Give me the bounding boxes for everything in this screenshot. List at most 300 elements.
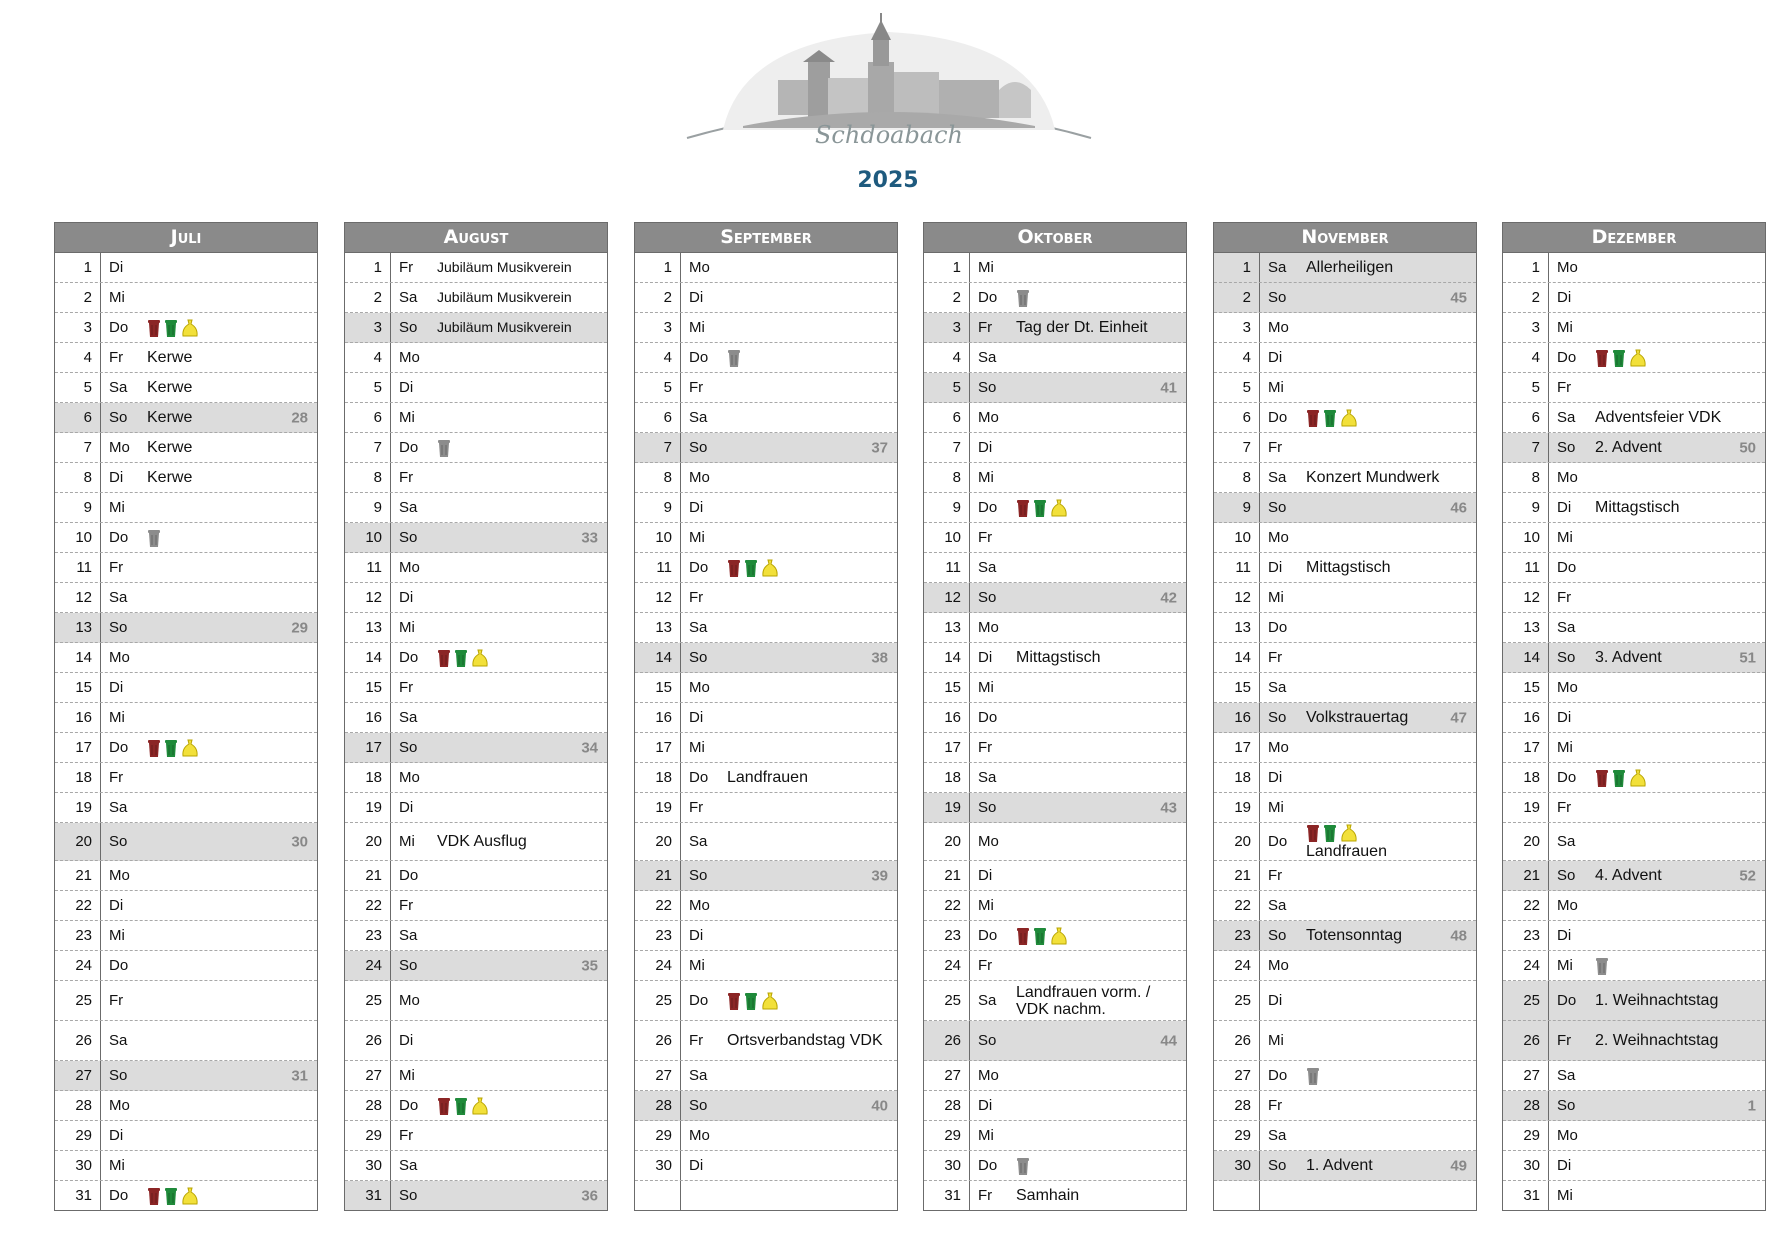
weekday-label: Mo	[689, 1127, 710, 1144]
day-number: 15	[924, 673, 970, 702]
weekday-label: Do	[689, 769, 709, 786]
weekday-label: Fr	[1557, 1032, 1572, 1049]
event-label: Tag der Dt. Einheit	[1016, 319, 1148, 336]
day-number: 9	[924, 493, 970, 522]
day-number: 23	[635, 921, 681, 950]
day-row	[345, 1091, 607, 1121]
day-row	[924, 583, 1186, 613]
day-number: 27	[55, 1061, 101, 1090]
weekday-label: Mo	[978, 1067, 999, 1084]
day-number: 11	[1503, 553, 1549, 582]
day-number: 19	[1503, 793, 1549, 822]
event-label: VDK Ausflug	[437, 833, 527, 850]
day-row	[635, 403, 897, 433]
day-row	[1503, 1181, 1765, 1210]
weekday-label: Do	[1268, 619, 1288, 636]
event-label: 2. Advent	[1595, 439, 1662, 456]
calendar-week-number: 41	[1160, 379, 1177, 396]
weekday-label: So	[978, 589, 997, 606]
day-number: 30	[924, 1151, 970, 1180]
waste-collection-icons	[437, 438, 451, 458]
weekday-label: Di	[689, 1157, 704, 1174]
day-number: 21	[55, 861, 101, 890]
day-number: 22	[635, 891, 681, 920]
weekday-label: Mi	[1557, 957, 1573, 974]
weekday-label: Sa	[689, 833, 708, 850]
month-column-november	[1213, 222, 1477, 1211]
day-number: 22	[55, 891, 101, 920]
day-number: 17	[1214, 733, 1260, 762]
green-bin-icon	[454, 1096, 468, 1116]
day-row	[345, 703, 607, 733]
weekday-label: Fr	[1268, 439, 1283, 456]
day-number: 29	[635, 1121, 681, 1150]
waste-collection-icons	[727, 348, 741, 368]
day-row	[1214, 343, 1476, 373]
day-row	[55, 613, 317, 643]
day-number: 19	[1214, 793, 1260, 822]
day-number: 2	[635, 283, 681, 312]
brown-bin-icon	[727, 991, 741, 1011]
event-cell	[147, 738, 317, 758]
day-row	[1503, 583, 1765, 613]
waste-collection-icons	[437, 1096, 489, 1116]
event-label: 3. Advent	[1595, 649, 1662, 666]
weekday-label: Mi	[1268, 589, 1284, 606]
day-row	[1503, 823, 1765, 861]
weekday-label: Mi	[689, 319, 705, 336]
day-number: 24	[1214, 951, 1260, 980]
day-number: 19	[345, 793, 391, 822]
day-row	[1503, 523, 1765, 553]
day-number: 6	[55, 403, 101, 432]
day-number: 25	[1503, 981, 1549, 1020]
weekday-label: So	[109, 619, 128, 636]
day-number: 21	[1503, 861, 1549, 890]
day-row	[924, 343, 1186, 373]
weekday-label: Mo	[1557, 469, 1578, 486]
day-number: 25	[1214, 981, 1260, 1020]
weekday-label: Di	[109, 897, 124, 914]
day-number: 11	[635, 553, 681, 582]
waste-collection-icons	[1595, 956, 1609, 976]
weekday-label: So	[1557, 1097, 1576, 1114]
day-number: 3	[924, 313, 970, 342]
waste-collection-icons	[437, 648, 489, 668]
day-row	[924, 1021, 1186, 1061]
weekday-label: Mo	[689, 469, 710, 486]
day-row	[55, 463, 317, 493]
weekday-label: Mi	[689, 529, 705, 546]
event-cell	[147, 1186, 317, 1206]
weekday-label: Sa	[689, 409, 708, 426]
weekday-label: Sa	[109, 589, 128, 606]
day-number	[635, 1181, 681, 1210]
weekday-label: So	[689, 649, 708, 666]
day-number: 11	[1214, 553, 1260, 582]
weekday-label: Do	[1557, 349, 1577, 366]
day-number: 13	[635, 613, 681, 642]
calendar-week-number: 35	[581, 957, 598, 974]
day-number: 5	[1503, 373, 1549, 402]
day-number: 28	[55, 1091, 101, 1120]
weekday-label: Mo	[978, 833, 999, 850]
green-bin-icon	[744, 991, 758, 1011]
weekday-label: Di	[1557, 1157, 1572, 1174]
event-cell	[147, 349, 317, 366]
day-row	[55, 1121, 317, 1151]
day-row	[55, 823, 317, 861]
day-number: 27	[1214, 1061, 1260, 1090]
day-row	[924, 373, 1186, 403]
day-number: 4	[1503, 343, 1549, 372]
weekday-label: Mo	[1557, 259, 1578, 276]
day-number: 21	[1214, 861, 1260, 890]
weekday-label: Fr	[689, 1032, 704, 1049]
day-row	[345, 1181, 607, 1210]
day-row	[55, 523, 317, 553]
day-number: 28	[345, 1091, 391, 1120]
weekday-label: Di	[1268, 769, 1283, 786]
weekday-label: Do	[689, 559, 709, 576]
day-row	[635, 433, 897, 463]
day-row	[55, 1151, 317, 1181]
calendar-week-number: 47	[1450, 709, 1467, 726]
calendar-week-number: 46	[1450, 499, 1467, 516]
event-cell	[1016, 649, 1186, 666]
weekday-label: Di	[109, 469, 124, 486]
day-number: 22	[1503, 891, 1549, 920]
day-number: 14	[924, 643, 970, 672]
weekday-label: Di	[978, 439, 993, 456]
green-bin-icon	[454, 648, 468, 668]
event-cell	[1016, 498, 1186, 518]
event-cell	[727, 1032, 897, 1049]
weekday-label: So	[1268, 1157, 1287, 1174]
day-row	[924, 1091, 1186, 1121]
green-bin-icon	[164, 1186, 178, 1206]
gray-bin-icon	[147, 528, 161, 548]
day-row	[345, 253, 607, 283]
event-label: Adventsfeier VDK	[1595, 409, 1722, 426]
day-row	[635, 493, 897, 523]
month-column-dezember	[1502, 222, 1766, 1211]
weekday-label: So	[1268, 709, 1287, 726]
day-row	[1214, 1121, 1476, 1151]
day-number: 14	[635, 643, 681, 672]
yellow-bag-icon	[181, 1186, 199, 1206]
day-number: 10	[635, 523, 681, 552]
weekday-label: Do	[689, 349, 709, 366]
day-number: 24	[635, 951, 681, 980]
calendar-week-number: 40	[871, 1097, 888, 1114]
event-label: Kerwe	[147, 349, 193, 366]
month-column-september	[634, 222, 898, 1211]
day-number: 20	[55, 823, 101, 860]
day-row	[924, 1151, 1186, 1181]
day-number: 9	[55, 493, 101, 522]
weekday-label: Sa	[1268, 679, 1287, 696]
day-row	[55, 1091, 317, 1121]
day-number: 16	[345, 703, 391, 732]
day-row	[1214, 823, 1476, 861]
month-column-juli	[54, 222, 318, 1211]
month-header: Dezember	[1503, 223, 1765, 253]
calendar-week-number: 48	[1450, 927, 1467, 944]
weekday-label: Sa	[978, 559, 997, 576]
event-label: Kerwe	[147, 409, 193, 426]
weekday-label: Do	[399, 867, 419, 884]
day-row	[1503, 343, 1765, 373]
day-row	[1214, 1091, 1476, 1121]
day-row	[1214, 553, 1476, 583]
weekday-label: Di	[1268, 349, 1283, 366]
waste-collection-icons	[1306, 408, 1358, 428]
green-bin-icon	[164, 738, 178, 758]
weekday-label: Do	[978, 927, 998, 944]
weekday-label: Fr	[1557, 379, 1572, 396]
day-number: 30	[345, 1151, 391, 1180]
weekday-label: So	[399, 957, 418, 974]
weekday-label: Do	[978, 289, 998, 306]
weekday-label: Mo	[109, 867, 130, 884]
event-cell	[1306, 1066, 1476, 1086]
calendar-week-number: 49	[1450, 1157, 1467, 1174]
weekday-label: Fr	[689, 379, 704, 396]
day-number: 26	[924, 1021, 970, 1060]
weekday-label: Do	[1557, 559, 1577, 576]
weekday-label: Di	[1557, 499, 1572, 516]
event-cell	[437, 438, 607, 458]
month-header: August	[345, 223, 607, 253]
weekday-label: Mo	[689, 897, 710, 914]
waste-collection-icons	[1595, 768, 1647, 788]
month-header: Juli	[55, 223, 317, 253]
day-row	[924, 523, 1186, 553]
gray-bin-icon	[727, 348, 741, 368]
calendar-week-number: 42	[1160, 589, 1177, 606]
day-row	[635, 523, 897, 553]
day-number: 15	[1503, 673, 1549, 702]
weekday-label: Sa	[399, 927, 418, 944]
weekday-label: So	[689, 867, 708, 884]
weekday-label: Sa	[689, 619, 708, 636]
weekday-label: Di	[1268, 559, 1283, 576]
event-cell	[1595, 956, 1765, 976]
day-row	[55, 313, 317, 343]
weekday-label: Mo	[978, 619, 999, 636]
day-number: 28	[1503, 1091, 1549, 1120]
weekday-label: Do	[109, 529, 129, 546]
day-number: 16	[1503, 703, 1549, 732]
day-number: 1	[55, 253, 101, 282]
day-row	[55, 433, 317, 463]
day-number: 3	[55, 313, 101, 342]
day-number: 3	[1503, 313, 1549, 342]
day-number: 18	[635, 763, 681, 792]
day-row	[635, 373, 897, 403]
day-row	[1214, 703, 1476, 733]
day-row	[1214, 283, 1476, 313]
day-number: 18	[55, 763, 101, 792]
weekday-label: Di	[1557, 709, 1572, 726]
brown-bin-icon	[437, 648, 451, 668]
day-row	[1214, 981, 1476, 1021]
day-row	[55, 253, 317, 283]
event-cell	[147, 318, 317, 338]
brown-bin-icon	[1306, 823, 1320, 843]
day-row	[635, 793, 897, 823]
event-cell	[147, 469, 317, 486]
event-label: Landfrauen vorm. / VDK nachm.	[1016, 983, 1151, 1018]
weekday-label: Mi	[1557, 319, 1573, 336]
weekday-label: Do	[399, 649, 419, 666]
day-row	[924, 613, 1186, 643]
weekday-label: Do	[109, 739, 129, 756]
weekday-label: Mi	[978, 469, 994, 486]
weekday-label: So	[399, 739, 418, 756]
event-cell	[1306, 469, 1476, 486]
day-row	[924, 253, 1186, 283]
month-header: November	[1214, 223, 1476, 253]
yellow-bag-icon	[761, 558, 779, 578]
year-title: 2025	[857, 168, 919, 193]
day-row	[1214, 1061, 1476, 1091]
day-number: 29	[1214, 1121, 1260, 1150]
weekday-label: Mo	[109, 1097, 130, 1114]
day-number: 6	[1503, 403, 1549, 432]
weekday-label: So	[399, 529, 418, 546]
day-row	[345, 1151, 607, 1181]
weekday-label: Di	[978, 867, 993, 884]
weekday-label: Sa	[1268, 1127, 1287, 1144]
day-row	[635, 1181, 897, 1210]
weekday-label: Fr	[109, 559, 124, 576]
day-row	[345, 673, 607, 703]
gray-bin-icon	[437, 438, 451, 458]
weekday-label: Fr	[978, 529, 993, 546]
day-row	[924, 313, 1186, 343]
weekday-label: Di	[978, 649, 993, 666]
weekday-label: Di	[399, 799, 414, 816]
weekday-label: Mi	[399, 409, 415, 426]
weekday-label: Sa	[109, 379, 128, 396]
weekday-label: Fr	[1557, 799, 1572, 816]
day-number: 30	[55, 1151, 101, 1180]
day-number: 25	[55, 981, 101, 1020]
day-number: 16	[924, 703, 970, 732]
waste-collection-icons	[1016, 1156, 1030, 1176]
event-cell	[1016, 984, 1186, 1018]
day-number: 24	[345, 951, 391, 980]
day-number: 20	[635, 823, 681, 860]
day-number: 26	[55, 1021, 101, 1060]
day-number: 12	[635, 583, 681, 612]
day-number: 1	[345, 253, 391, 282]
weekday-label: Sa	[689, 1067, 708, 1084]
weekday-label: Do	[109, 319, 129, 336]
day-number: 4	[345, 343, 391, 372]
day-number: 5	[635, 373, 681, 402]
day-number: 5	[55, 373, 101, 402]
weekday-label: Do	[109, 957, 129, 974]
weekday-label: So	[689, 1097, 708, 1114]
day-row	[345, 823, 607, 861]
weekday-label: Sa	[1557, 833, 1576, 850]
day-number: 8	[924, 463, 970, 492]
day-row	[924, 891, 1186, 921]
day-number: 7	[1503, 433, 1549, 462]
weekday-label: Mi	[399, 833, 415, 850]
calendar-week-number: 44	[1160, 1032, 1177, 1049]
weekday-label: Di	[109, 1127, 124, 1144]
weekday-label: Fr	[399, 469, 414, 486]
calendar-week-number: 39	[871, 867, 888, 884]
event-cell	[1306, 823, 1476, 860]
day-number: 10	[345, 523, 391, 552]
event-label: Jubiläum Musikverein	[437, 319, 572, 335]
day-row	[1214, 733, 1476, 763]
day-number: 2	[1503, 283, 1549, 312]
weekday-label: Mi	[978, 679, 994, 696]
weekday-label: Do	[1268, 833, 1288, 850]
waste-collection-icons	[147, 738, 199, 758]
day-row	[635, 313, 897, 343]
weekday-label: Fr	[399, 897, 414, 914]
day-row	[924, 981, 1186, 1021]
event-cell	[1595, 992, 1765, 1009]
day-number: 31	[1503, 1181, 1549, 1210]
event-label: Kerwe	[147, 469, 193, 486]
waste-collection-icons	[1306, 1066, 1320, 1086]
event-cell	[147, 379, 317, 396]
waste-collection-icons	[727, 991, 779, 1011]
day-number: 9	[1503, 493, 1549, 522]
weekday-label: Do	[399, 439, 419, 456]
day-row	[1214, 1021, 1476, 1061]
day-number: 22	[1214, 891, 1260, 920]
day-number: 20	[345, 823, 391, 860]
event-label: Jubiläum Musikverein	[437, 289, 572, 305]
weekday-label: Mi	[109, 499, 125, 516]
weekday-label: Di	[399, 379, 414, 396]
day-row	[345, 343, 607, 373]
day-row	[635, 981, 897, 1021]
day-row	[1503, 1121, 1765, 1151]
day-number: 14	[55, 643, 101, 672]
weekday-label: Mo	[399, 769, 420, 786]
weekday-label: Di	[689, 499, 704, 516]
day-row	[345, 313, 607, 343]
day-row	[635, 951, 897, 981]
calendar-week-number: 1	[1747, 1097, 1756, 1114]
day-number: 18	[924, 763, 970, 792]
day-number: 21	[635, 861, 681, 890]
weekday-label: Mi	[109, 289, 125, 306]
month-header: September	[635, 223, 897, 253]
event-label: Landfrauen	[727, 769, 808, 786]
weekday-label: Mi	[1557, 1187, 1573, 1204]
day-row	[1214, 921, 1476, 951]
weekday-label: Sa	[1557, 409, 1576, 426]
day-number: 23	[1214, 921, 1260, 950]
day-row	[1503, 283, 1765, 313]
weekday-label: So	[1557, 649, 1576, 666]
day-row	[1214, 793, 1476, 823]
day-row	[55, 703, 317, 733]
day-row	[635, 763, 897, 793]
day-number: 26	[635, 1021, 681, 1060]
